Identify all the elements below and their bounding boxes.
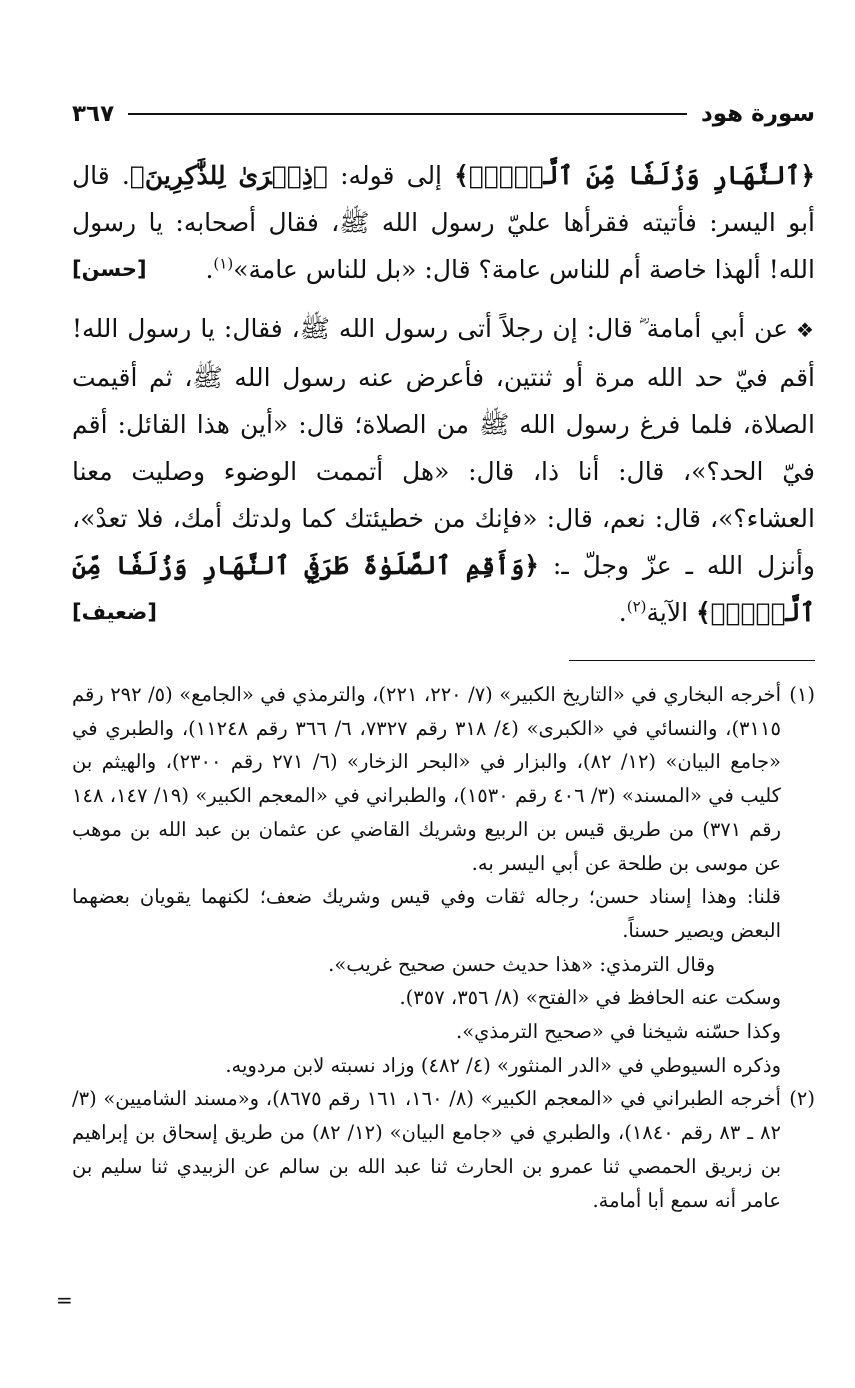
paragraph-1	[72, 152, 815, 293]
text-span: إلى قوله:	[327, 161, 455, 190]
footnote-1	[72, 678, 815, 1082]
hadith-grade: [ضعيف]	[72, 600, 157, 624]
bullet-icon: ❖	[796, 318, 815, 342]
footnote-paragraph: وسكت عنه الحافظ في «الفتح» (٨/ ٣٥٦، ٣٥٧).	[399, 986, 781, 1010]
footnote-paragraph: وقال الترمذي: «هذا حديث حسن صحيح غريب».	[328, 952, 715, 976]
footnote-paragraph: قلنا: وهذا إسناد حسن؛ رجاله ثقات وفي قيس وشريك ضعف؛ لكنهما يقويان بعضهما البعض ويصير حسناً.	[72, 885, 781, 942]
quran-verse: ﴿ٱلنَّهَارِ وَزُلَفٗا مِّنَ ٱلَّيۡلِۚ﴾	[454, 161, 815, 190]
text-span: الآية	[646, 598, 697, 627]
hadith-grade: [حسن]	[72, 257, 147, 281]
header-rule	[128, 113, 687, 115]
footnote-ref: (٢)	[626, 597, 647, 616]
footnote-number: (١)	[789, 683, 815, 706]
surah-title: سورة هود	[700, 101, 815, 127]
text-span: .	[618, 598, 627, 627]
text-span: عن أبي أمامة ؓ قال: إن رجلاً أتى رسول الله ﷺ، فقال: يا رسول الله! أقم فيّ حد الله مرة أو ثنتين، فأعرض عنه رسول الله ﷺ، ثم أقيمت الصلاة، فلما فرغ رسول الله ﷺ من الصلاة؛ قال: «أين هذا القائل: أقم فيّ الحد؟»، قال: أنا ذا، قال: «هل أتممت الوضوء وصليت معنا العشاء؟»، قال: نعم، قال: «فإنك من خطيئتك كما ولدتك أمك، فلا تعدْ»، وأنزل الله ـ عزّ وجلّ ـ:	[72, 314, 815, 580]
continuation-mark: =	[56, 1288, 73, 1312]
footnote-number: (٢)	[789, 1087, 815, 1111]
quran-verse: ﴿وَأَقِمِ ٱلصَّلَوٰةَ طَرَفَيِ ٱلنَّهَارِ وَزُلَفٗا مِّنَ ٱلَّيۡلِۚ﴾	[72, 551, 815, 627]
footnote-paragraph: وذكره السيوطي في «الدر المنثور» (٤/ ٤٨٢) وزاد نسبته لابن مردويه.	[225, 1053, 781, 1077]
text-span: . قال أبو اليسر: فأتيته فقرأها عليّ رسول الله ﷺ، فقال أصحابه: يا رسول الله! ألهذا خاصة أم للناس عامة؟ قال: «بل للناس عامة»	[72, 161, 815, 284]
page-header	[72, 96, 815, 132]
footnote-paragraph: أخرجه الطبراني في «المعجم الكبير» (٨/ ١٦٠، ١٦١ رقم ٨٦٧٥)، و«مسند الشاميين» (٣/ ٨٢ ـ ٨٣ رقم ١٨٤٠)، والطبري في «جامع البيان» (١٢/ ٨٢) من طريق إسحاق بن إبراهيم بن زبريق الحمصي ثنا عمرو بن الحارث ثنا عبد الله بن سالم عن الزبيدي ثنا سليم بن عامر أنه سمع أبا أمامة.	[72, 1087, 781, 1212]
footnote-ref: (١)	[213, 254, 234, 273]
text-span: .	[205, 255, 214, 284]
footnotes	[72, 678, 815, 1217]
quran-verse: ﴿ذِكۡرَىٰ لِلذَّٰكِرِينَ﴾	[129, 161, 328, 190]
footnote-paragraph: وكذا حسّنه شيخنا في «صحيح الترمذي».	[456, 1020, 781, 1044]
page-number: ٣٦٧	[72, 101, 115, 127]
footnote-2	[72, 1082, 815, 1217]
footnote-separator	[569, 660, 815, 661]
footnote-paragraph: أخرجه البخاري في «التاريخ الكبير» (٧/ ٢٢٠، ٢٢١)، والترمذي في «الجامع» (٥/ ٢٩٢ رقم ٣١١٥)، والنسائي في «الكبرى» (٤/ ٣١٨ رقم ٧٣٢٧، ٦/ ٣٦٦ رقم ١١٢٤٨)، والطبري في «جامع البيان» (١٢/ ٨٢)، والبزار في «البحر الزخار» (٦/ ٢٧١ رقم ٢٣٠٠)، والهيثم بن كليب في «المسند» (٣/ ٤٠٦ رقم ١٥٣٠)، والطبراني في «المعجم الكبير» (١٩/ ١٤٧، ١٤٨ رقم ٣٧١) من طريق قيس بن الربيع وشريك القاضي عن عثمان بن عبد الله بن موهب عن موسى بن طلحة عن أبي اليسر به.	[72, 683, 781, 875]
main-text	[72, 152, 815, 636]
paragraph-2	[72, 305, 815, 636]
